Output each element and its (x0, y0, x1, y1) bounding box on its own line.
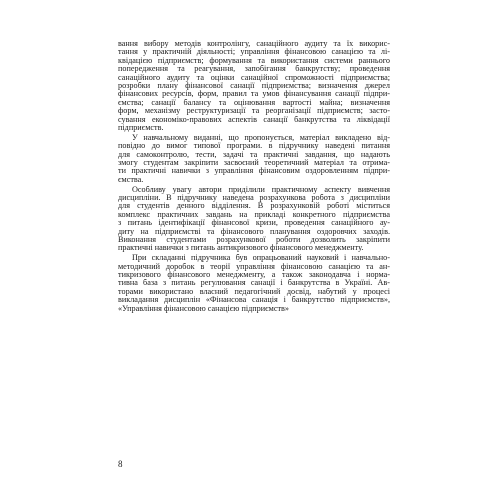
text-line: «Управління фінансовою санацією підприємств» (118, 304, 290, 313)
text-line: При складанні підручника був опрацьований науковий і навчально- (132, 254, 390, 263)
text-line: диту на підприємстві та фінансового планування оздоровчих заходів. (118, 227, 390, 236)
text-line: ємства. (118, 175, 144, 184)
text-line: ємства; санації балансу та оцінювання вартості майна; визначення (118, 98, 390, 107)
text-line: викладання дисциплін «Фінансова санація і банкрутство підприємств», (118, 296, 390, 305)
text-line: Виконання студентами розрахункової роботи дозволить закріпити (118, 235, 390, 244)
text-line: Особливу увагу автори приділили практичному аспекту вивчення (132, 185, 390, 194)
paragraph (118, 186, 390, 253)
text-line: для студентів денного відділення. В розрахунковій роботі міститься (118, 202, 390, 211)
page-number: 8 (118, 459, 123, 469)
text-line: торами використано власний педагогічний досвід, набутий у процесі (118, 287, 390, 296)
text-line: ти практичні навички з управління фінансовим оздоровленням підпри- (118, 167, 390, 176)
text-line: дисципліни. В підручнику наведена розрахункова робота з дисципліни (118, 194, 390, 203)
text-line: змогу студентам закріпити засвоєний теоретичний матеріал та отрима- (118, 158, 390, 167)
text-line: тикризового фінансового менеджменту, а також законодавча і норма- (118, 271, 390, 280)
text-line: сування економіко-правових аспектів санації банкрутства та ліквідації (118, 115, 390, 124)
text-line: попередження та реагування, запобігання банкрутству; проведення (118, 65, 390, 74)
paragraph (118, 254, 390, 313)
text-line: розробки плану фінансової санації підприємства; визначення джерел (118, 81, 390, 90)
text-line: форм, механізму реструктуризації та реорганізації підприємств; засто- (118, 107, 390, 116)
text-line: квідацією підприємств; формування та використання системи раннього (118, 56, 390, 65)
text-line: фінансових ресурсів, форм, правил та умов фінансування санації підпри- (118, 90, 390, 99)
text-line: для самоконтролю, тести, задачі та практичні завдання, що надають (118, 150, 390, 159)
paragraph (118, 134, 390, 184)
text-line: У навчальному виданні, що пропонується, матеріал викладено від- (132, 133, 390, 142)
text-line: повідно до вимог типової програми. в підручнику наведені питання (118, 142, 390, 151)
text-line: з питань ідентифікації фінансової кризи, проведення санаційного ау- (118, 219, 390, 228)
text-line: підприємств. (118, 123, 164, 132)
text-line: санаційного аудиту та оцінки санаційної спроможності підприємства; (118, 73, 390, 82)
text-line: тання у практичній діяльності; управління фінансовою санацією та лі- (118, 48, 390, 57)
text-line: вання вибору методів контролінгу, санаційного аудиту та їх викорис- (118, 40, 390, 48)
text-line: тивна база з питань регулювання санації і банкрутства в Україні. Ав- (118, 279, 390, 288)
text-line: комплекс практичних завдань на прикладі конкретного підприємства (118, 210, 390, 219)
text-line: методичний доробок в теорії управління фінансовою санацією та ан- (118, 262, 390, 271)
body-text (118, 40, 390, 313)
paragraph (118, 40, 390, 132)
text-line: практичні навички з питань антикризового фінансового менеджменту. (118, 244, 364, 253)
